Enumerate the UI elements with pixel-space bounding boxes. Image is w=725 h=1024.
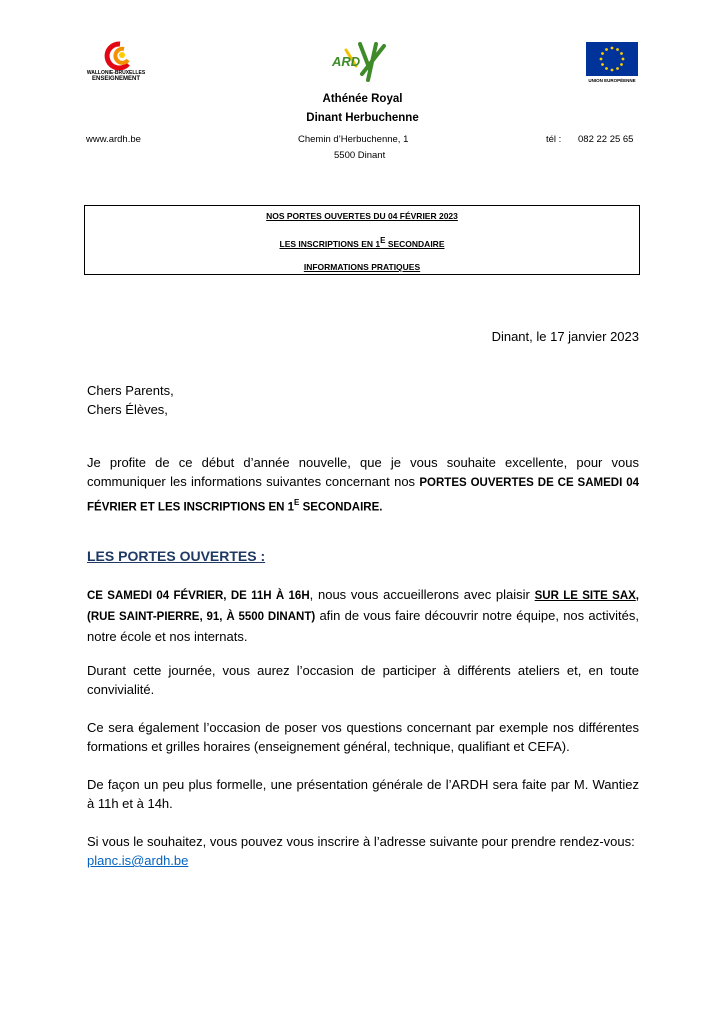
intro-sup: E — [294, 498, 300, 507]
title-line-practical-info: INFORMATIONS PRATIQUES — [303, 262, 421, 272]
open-days-paragraph — [87, 585, 639, 646]
intro-text: Je profite de ce début d’année nouvelle, que je vous souhaite excellente, pour vous communiquer les informations suivantes concernant nos — [87, 455, 639, 489]
school-name-line2: Dinant Herbuchenne — [306, 112, 419, 124]
open-days-address: , (RUE SAINT-PIERRE, 91, À 5500 DINANT) — [87, 590, 639, 623]
title-line-inscriptions — [85, 236, 639, 249]
questions-paragraph: Ce sera également l’occasion de poser vos questions concernant par exemple nos différentes formations et grilles horaires (enseignement général, technique, qualifiant et CEFA). — [87, 720, 639, 754]
title-line-inscriptions-sup: E — [380, 236, 386, 245]
fwb-logo-line2: ENSEIGNEMENT — [91, 76, 140, 82]
school-name-line1: Athénée Royal — [322, 93, 403, 105]
open-days-site: SUR LE SITE SAX — [534, 590, 636, 602]
title-line-inscriptions-text: LES INSCRIPTIONS EN 1 — [279, 238, 381, 249]
greeting-students: Chers Élèves, — [87, 402, 168, 417]
address-text: Chemin d’Herbuchenne, 1 — [298, 134, 409, 145]
website-text: www.ardh.be — [86, 134, 141, 145]
open-days-text: , nous vous accueillerons avec plaisir — [309, 587, 535, 602]
ardh-logo — [326, 40, 396, 86]
registration-email-link[interactable] — [87, 851, 188, 870]
tel-label: tél : — [546, 134, 562, 145]
fwb-logo — [84, 40, 148, 86]
intro-highlight-end: SECONDAIRE. — [299, 501, 383, 514]
city-text: 5500 Dinant — [334, 150, 386, 161]
ardh-logo-text: ARD — [332, 54, 361, 69]
tel-number: 082 22 25 65 — [578, 134, 634, 145]
email-text[interactable]: planc.is@ardh.be — [87, 853, 189, 868]
presentation-paragraph: De façon un peu plus formelle, une présentation générale de l’ARDH sera faite par M. Wantiez à 11h et à 14h. — [87, 777, 639, 811]
fwb-logo-line1: WALLONIE-BRUXELLES — [86, 70, 146, 76]
registration-paragraph: Si vous le souhaitez, vous pouvez vous inscrire à l’adresse suivante pour prendre rendez-vous: — [87, 834, 635, 849]
intro-highlight: PORTES OUVERTES DE CE SAMEDI 04 FÉVRIER ET LES INSCRIPTIONS EN 1 — [87, 477, 639, 514]
letter-date: Dinant, le 17 janvier 2023 — [491, 329, 639, 344]
intro-paragraph — [87, 453, 639, 517]
title-line-open-days: NOS PORTES OUVERTES DU 04 FÉVRIER 2023 — [266, 211, 458, 221]
title-line-inscriptions-suffix: SECONDAIRE — [385, 238, 445, 249]
eu-logo-text: UNION EUROPÉENNE — [588, 78, 636, 83]
eu-flag-logo — [586, 42, 638, 90]
open-days-date: CE SAMEDI 04 FÉVRIER, DE 11H À 16H — [87, 590, 310, 602]
greeting-parents: Chers Parents, — [87, 383, 174, 398]
title-box — [84, 205, 640, 275]
workshops-paragraph: Durant cette journée, vous aurez l’occasion de participer à différents ateliers et, en toute convivialité. — [87, 663, 639, 697]
section-title-open-days: LES PORTES OUVERTES : — [87, 548, 266, 564]
open-days-text-end: afin de vous faire découvrir notre équipe, nos activités, notre école et nos internats. — [87, 608, 639, 644]
